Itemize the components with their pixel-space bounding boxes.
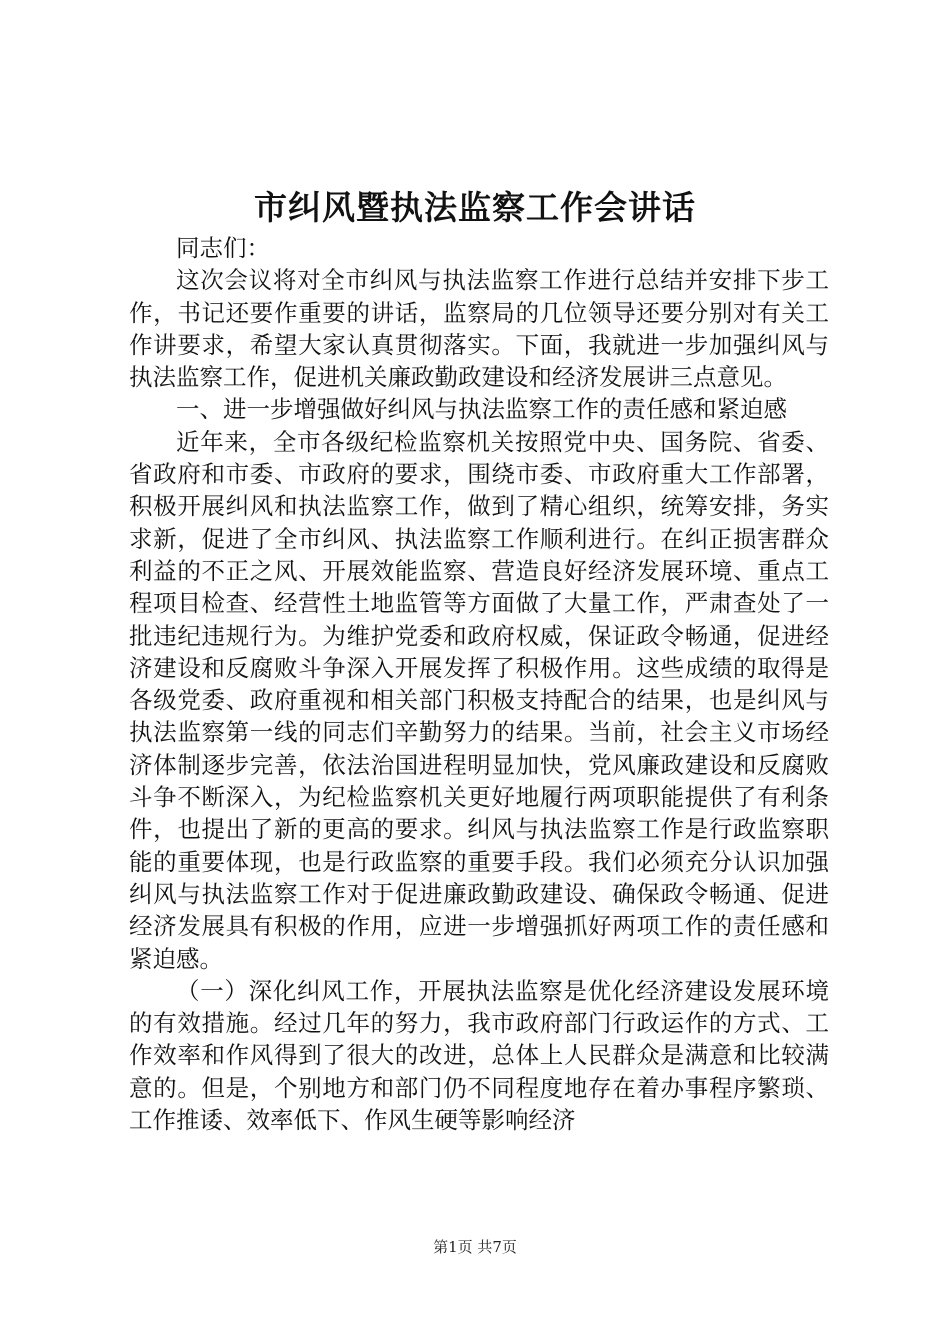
document-body xyxy=(129,232,829,1136)
intro-paragraph: 这次会议将对全市纠风与执法监察工作进行总结并安排下步工作，书记还要作重要的讲话，监察局的几位领导还要分别对有关工作讲要求，希望大家认真贯彻落实。下面，我就进一步加强纠风与执法监察工作，促进机关廉政勤政建设和经济发展讲三点意见。 xyxy=(129,266,829,392)
page-footer: 第1页 共7页 xyxy=(433,1238,517,1256)
salutation-paragraph: 同志们： xyxy=(176,234,270,262)
subsection-paragraph: （一）深化纠风工作，开展执法监察是优化经济建设发展环境的有效措施。经过几年的努力，我市政府部门行政运作的方式、工作效率和作风得到了很大的改进，总体上人民群众是满意和比较满意的。但是，个别地方和部门仍不同程度地存在着办事程序繁琐、工作推诿、效率低下、作风生硬等影响经济 xyxy=(129,976,829,1135)
section-heading-paragraph: 一、进一步增强做好纠风与执法监察工作的责任感和紧迫感 xyxy=(176,395,787,424)
document-title: 市纠风暨执法监察工作会讲话 xyxy=(254,188,696,227)
body-paragraph: 近年来，全市各级纪检监察机关按照党中央、国务院、省委、省政府和市委、市政府的要求，围绕市委、市政府重大工作部署，积极开展纠风和执法监察工作，做到了精心组织，统筹安排，务实求新，促进了全市纠风、执法监察工作顺利进行。在纠正损害群众利益的不正之风、开展效能监察、营造良好经济发展环境、重点工程项目检查、经营性土地监管等方面做了大量工作，严肃查处了一批违纪违规行为。为维护党委和政府权威，保证政令畅通，促进经济建设和反腐败斗争深入开展发挥了积极作用。这些成绩的取得是各级党委、政府重视和相关部门积极支持配合的结果，也是纠风与执法监察第一线的同志们辛勤努力的结果。当前，社会主义市场经济体制逐步完善，依法治国进程明显加快，党风廉政建设和反腐败斗争不断深入，为纪检监察机关更好地履行两项职能提供了有利条件，也提出了新的更高的要求。纠风与执法监察工作是行政监察职能的重要体现，也是行政监察的重要手段。我们必须充分认识加强纠风与执法监察工作对于促进廉政勤政建设、确保政令畅通、促进经济发展具有积极的作用，应进一步增强抓好两项工作的责任感和紧迫感。 xyxy=(129,427,829,973)
